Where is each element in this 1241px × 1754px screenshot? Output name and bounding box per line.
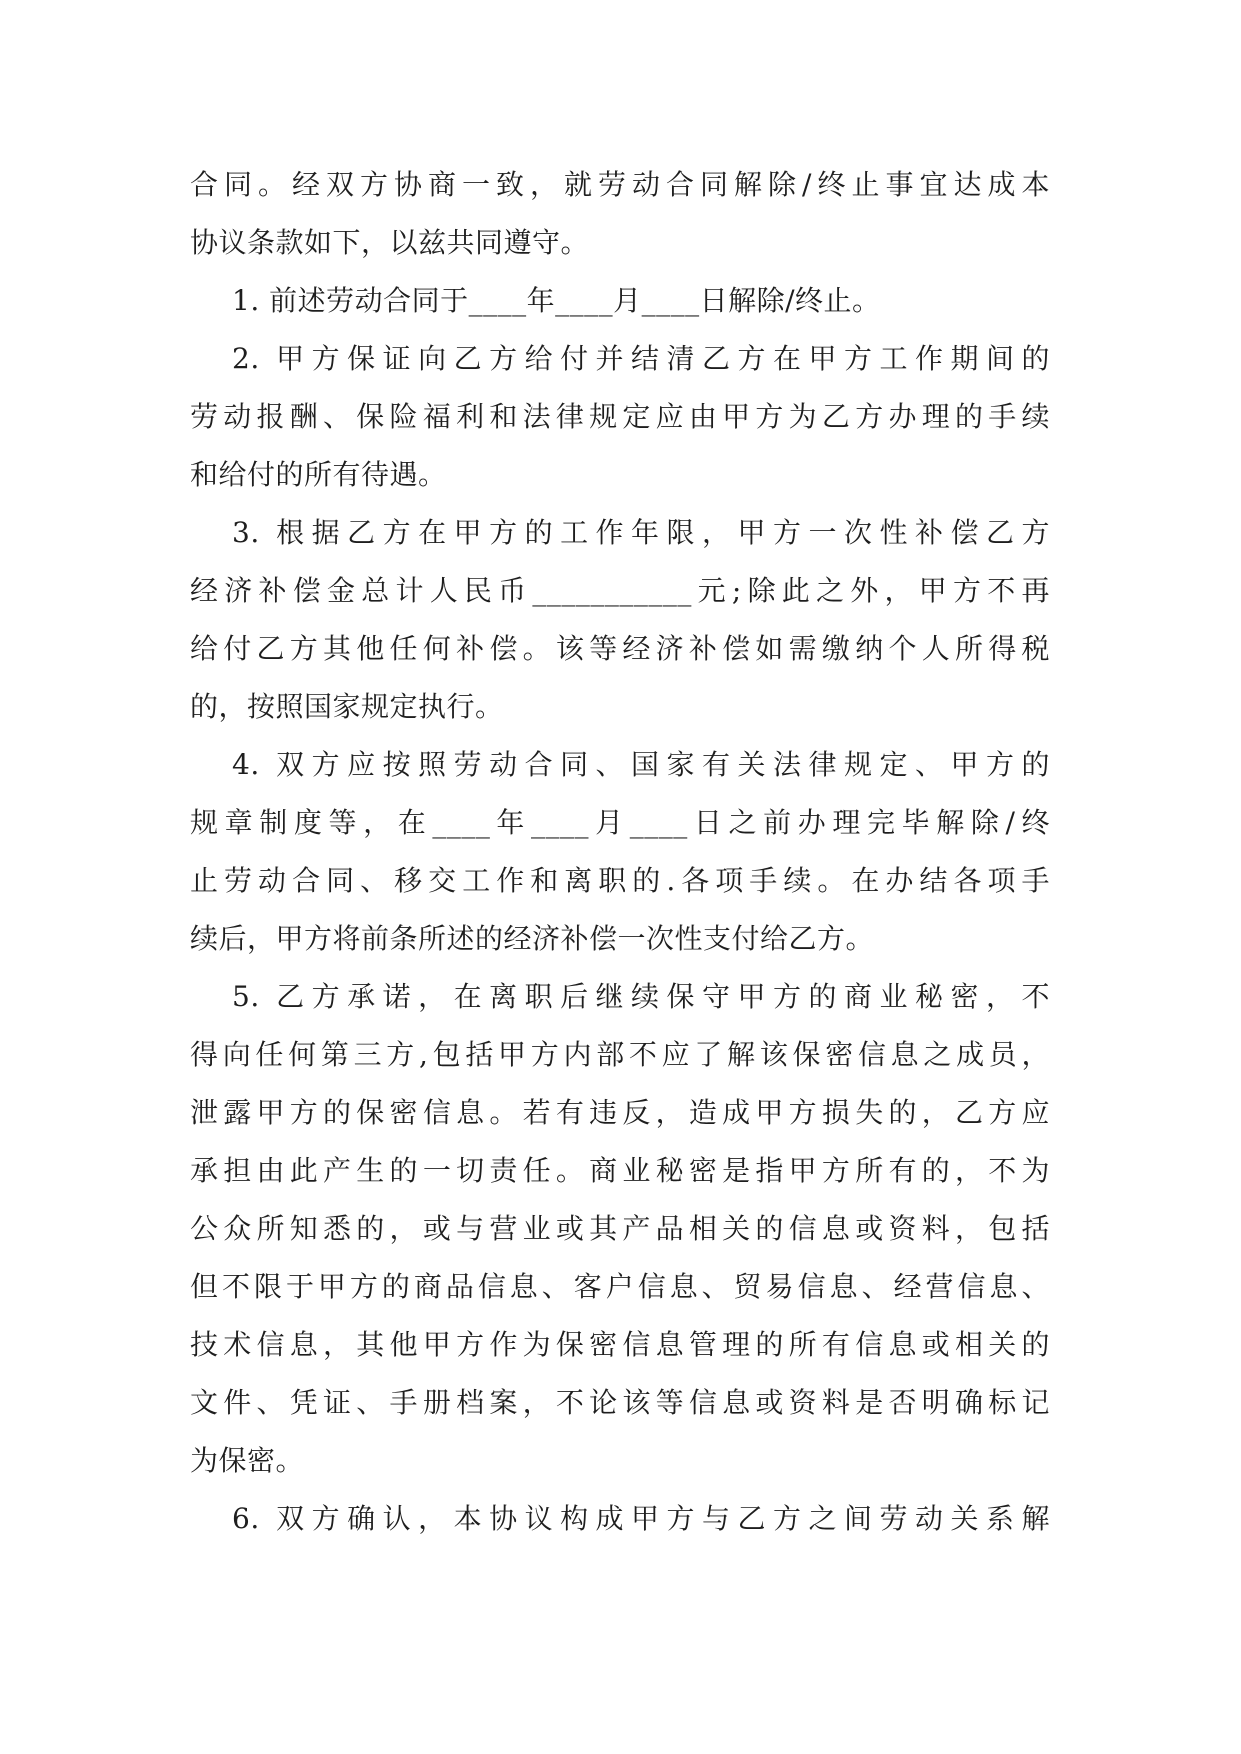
- text-line: 止劳动合同、移交工作和离职的.各项手续。在办结各项手: [190, 864, 1050, 897]
- text-line: 承担由此产生的一切责任。商业秘密是指甲方所有的，不为: [190, 1154, 1050, 1187]
- text-line: 文件、凭证、手册档案，不论该等信息或资料是否明确标记: [190, 1386, 1050, 1419]
- text-line: 4. 双方应按照劳动合同、国家有关法律规定、甲方的: [232, 748, 1050, 781]
- text-line: 公众所知悉的，或与营业或其产品相关的信息或资料，包括: [190, 1212, 1050, 1245]
- text-line: 的，按照国家规定执行。: [190, 690, 504, 723]
- clause-6: [190, 1490, 1050, 1548]
- text-line: 得向任何第三方,包括甲方内部不应了解该保密信息之成员，: [190, 1038, 1050, 1071]
- clause-3: [190, 504, 1050, 736]
- text-line: 规章制度等，在____年____月____日之前办理完毕解除/终: [190, 806, 1050, 839]
- text-line: 为保密。: [190, 1444, 305, 1477]
- clause-2: [190, 330, 1050, 504]
- text-line: 3. 根据乙方在甲方的工作年限，甲方一次性补偿乙方: [232, 516, 1050, 549]
- text-line: 6. 双方确认，本协议构成甲方与乙方之间劳动关系解: [232, 1502, 1050, 1535]
- text-line: 给付乙方其他任何补偿。该等经济补偿如需缴纳个人所得税: [190, 632, 1050, 665]
- text-line: 但不限于甲方的商品信息、客户信息、贸易信息、经营信息、: [190, 1270, 1050, 1303]
- text-line: 和给付的所有待遇。: [190, 458, 447, 491]
- clause-1: [190, 272, 1050, 330]
- text-line: 劳动报酬、保险福利和法律规定应由甲方为乙方办理的手续: [190, 400, 1050, 433]
- text-line: 1. 前述劳动合同于____年____月____日解除/终止。: [232, 284, 881, 317]
- text-line: 续后，甲方将前条所述的经济补偿一次性支付给乙方。: [190, 922, 875, 955]
- text-line: 泄露甲方的保密信息。若有违反，造成甲方损失的，乙方应: [190, 1096, 1050, 1129]
- text-line: 5. 乙方承诺，在离职后继续保守甲方的商业秘密，不: [232, 980, 1050, 1013]
- text-line: 技术信息，其他甲方作为保密信息管理的所有信息或相关的: [190, 1328, 1050, 1361]
- text-line: 协议条款如下，以兹共同遵守。: [190, 226, 590, 259]
- intro-paragraph: [190, 156, 1050, 272]
- clause-4: [190, 736, 1050, 968]
- clause-5: [190, 968, 1050, 1490]
- text-line: 2. 甲方保证向乙方给付并结清乙方在甲方工作期间的: [232, 342, 1050, 375]
- document-body: [190, 156, 1050, 1548]
- text-line: 合同。经双方协商一致，就劳动合同解除/终止事宜达成本: [190, 168, 1050, 201]
- text-line: 经济补偿金总计人民币___________元;除此之外，甲方不再: [190, 574, 1050, 607]
